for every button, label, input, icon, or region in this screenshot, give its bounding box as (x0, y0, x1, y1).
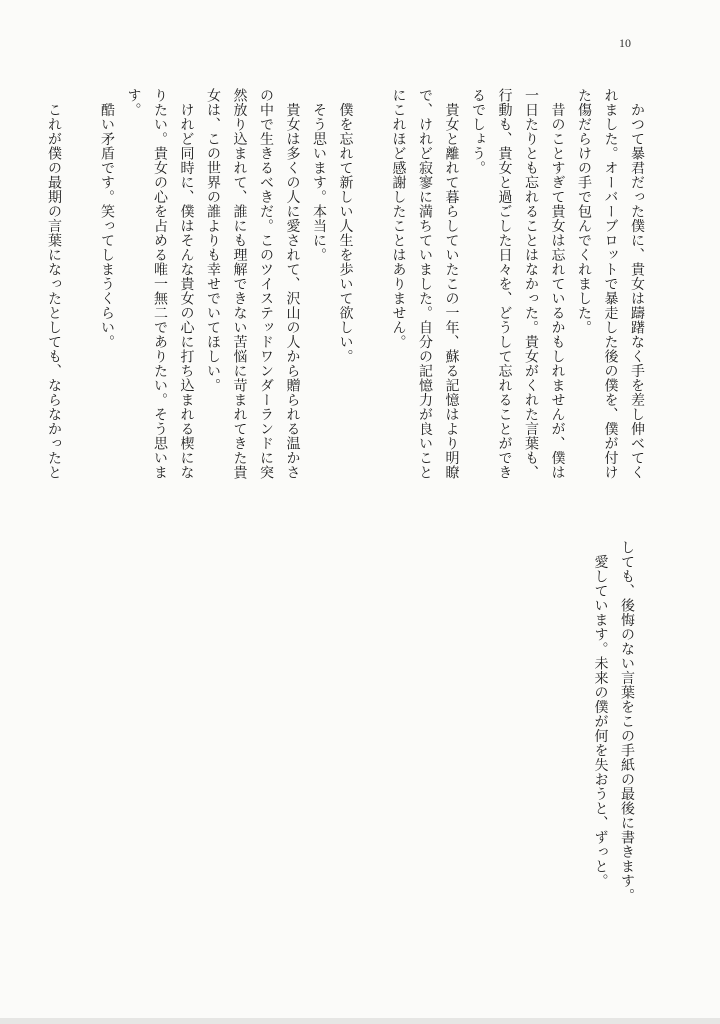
text-line: けれど同時に、僕はそんな貴女の心に打ち込まれる楔にな (178, 88, 195, 480)
text-line: りたい。貴女の心を占める唯一無二でありたい。そう思いま (152, 88, 168, 480)
text-line: 女は、この世界の誰よりも幸せでいてほしい。 (205, 88, 221, 393)
text-line: 僕を忘れて新しい人生を歩いて欲しい。 (337, 88, 354, 364)
text-line: れました。オーバーブロットで暴走した後の僕を、僕が付け (602, 88, 619, 480)
text-line: た傷だらけの手で包んでくれました。 (576, 88, 592, 335)
text-line: 然放り込まれて、誰にも理解できない苦悩に苛まれてきた貴 (231, 88, 248, 480)
text-line: しても、後悔のない言葉をこの手紙の最後に書きます。 (619, 540, 635, 903)
bottom-text-block (587, 540, 640, 940)
text-line: 昔のことすぎて貴女は忘れているかもしれませんが、僕は (549, 88, 566, 480)
page-bottom-edge (0, 1018, 720, 1024)
text-line: にこれほど感謝したことはありません。 (390, 88, 407, 349)
text-line: す。 (125, 88, 142, 117)
paragraph-gap (67, 88, 94, 518)
text-line: 酷い矛盾です。笑ってしまうくらい。 (99, 88, 115, 349)
top-text-block (41, 88, 651, 518)
text-line: 行動も、貴女と過ごした日々を、どうして忘れることができ (496, 88, 513, 480)
paragraph-gap (359, 88, 386, 518)
text-line: これが僕の最期の言葉になったとしても、ならなかったと (46, 88, 62, 480)
text-line: そう思います。本当に。 (311, 88, 327, 262)
text-line: で、けれど寂寥に満ちていました。自分の記憶力が良いこと (417, 88, 433, 480)
text-line: 貴女と離れて暮らしていたこの一年、蘇る記憶はより明瞭 (443, 88, 460, 480)
text-line: の中で生きるべきだ。このツイステッドワンダーランドに突 (258, 88, 274, 480)
text-line: るでしょう。 (470, 88, 486, 175)
page-number: 10 (619, 36, 631, 50)
text-line: かつて暴君だった僕に、貴女は躊躇なく手を差し伸べてく (629, 88, 645, 480)
text-line: 愛しています。未来の僕が何を失おうと、ずっと。 (592, 540, 609, 888)
text-line: 一日たりとも忘れることはなかった。貴女がくれた言葉も、 (523, 88, 539, 480)
text-line: 貴女は多くの人に愛されて、沢山の人から贈られる温かさ (284, 88, 301, 480)
